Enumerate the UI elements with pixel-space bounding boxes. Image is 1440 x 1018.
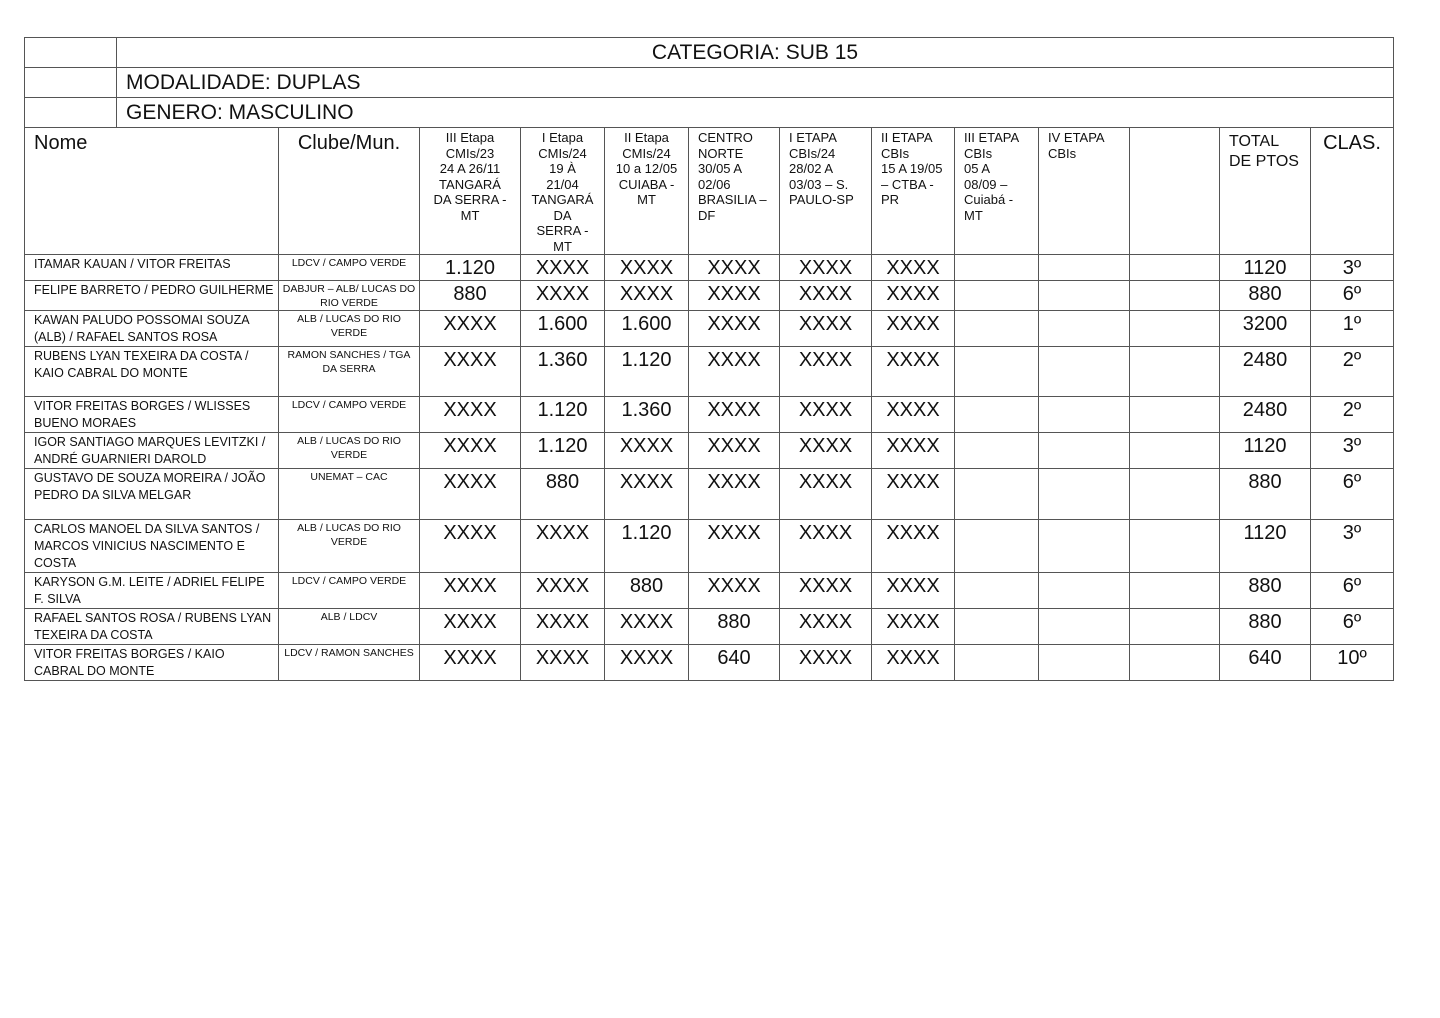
stage-6-points-cell: XXXX [872, 255, 955, 281]
table-row [25, 255, 1394, 281]
stage-5-points-cell: XXXX [780, 433, 872, 469]
column-header-stage-9 [1130, 128, 1220, 255]
stage-2-points-cell: 1.120 [521, 397, 605, 433]
stage-8-points-cell [1039, 573, 1130, 609]
stage-1-points-cell: XXXX [420, 433, 521, 469]
club-cell: LDCV / CAMPO VERDE [279, 397, 420, 433]
stage-7-points-cell [955, 433, 1039, 469]
club-cell: LDCV / CAMPO VERDE [279, 255, 420, 281]
player-names-cell: CARLOS MANOEL DA SILVA SANTOS / MARCOS VINICIUS NASCIMENTO E COSTA [25, 520, 279, 573]
stage-4-points-cell: 880 [689, 609, 780, 645]
player-names-cell: FELIPE BARRETO / PEDRO GUILHERME [25, 281, 279, 311]
column-header-stage-1: III Etapa CMIs/23 24 A 26/11 TANGARÁ DA SERRA - MT [420, 128, 521, 255]
stage-3-points-cell: 1.120 [605, 520, 689, 573]
stage-6-points-cell: XXXX [872, 469, 955, 520]
player-names-cell: ITAMAR KAUAN / VITOR FREITAS [25, 255, 279, 281]
stage-4-points-cell: XXXX [689, 255, 780, 281]
stage-6-points-cell: XXXX [872, 609, 955, 645]
stage-1-points-cell: XXXX [420, 573, 521, 609]
column-header-clube: Clube/Mun. [279, 128, 420, 255]
stage-4-points-cell: 640 [689, 645, 780, 681]
stage-8-points-cell [1039, 609, 1130, 645]
player-names-cell: VITOR FREITAS BORGES / WLISSES BUENO MORAES [25, 397, 279, 433]
classification-cell: 2º [1311, 397, 1394, 433]
stage-5-points-cell: XXXX [780, 397, 872, 433]
stage-3-points-cell: XXXX [605, 281, 689, 311]
stage-6-points-cell: XXXX [872, 311, 955, 347]
stage-2-points-cell: XXXX [521, 573, 605, 609]
stage-5-points-cell: XXXX [780, 645, 872, 681]
stage-6-points-cell: XXXX [872, 520, 955, 573]
stage-8-points-cell [1039, 347, 1130, 397]
stage-9-points-cell [1130, 311, 1220, 347]
total-points-cell: 2480 [1220, 347, 1311, 397]
stage-5-points-cell: XXXX [780, 520, 872, 573]
total-points-cell: 1120 [1220, 255, 1311, 281]
stage-5-points-cell: XXXX [780, 255, 872, 281]
classification-cell: 3º [1311, 433, 1394, 469]
stage-6-points-cell: XXXX [872, 433, 955, 469]
stage-4-points-cell: XXXX [689, 281, 780, 311]
header-corner-cell [25, 38, 117, 68]
column-header-stage-5: I ETAPA CBIs/24 28/02 A 03/03 – S. PAULO-SP [780, 128, 872, 255]
column-header-row [25, 128, 1394, 255]
table-row [25, 573, 1394, 609]
stage-8-points-cell [1039, 311, 1130, 347]
club-cell: DABJUR – ALB/ LUCAS DO RIO VERDE [279, 281, 420, 311]
total-points-cell: 3200 [1220, 311, 1311, 347]
stage-7-points-cell [955, 255, 1039, 281]
modalidade-title: MODALIDADE: DUPLAS [117, 68, 1394, 98]
stage-3-points-cell: XXXX [605, 609, 689, 645]
stage-7-points-cell [955, 609, 1039, 645]
stage-7-points-cell [955, 469, 1039, 520]
classification-cell: 10º [1311, 645, 1394, 681]
column-header-stage-6: II ETAPA CBIs 15 A 19/05 – CTBA - PR [872, 128, 955, 255]
stage-1-points-cell: XXXX [420, 645, 521, 681]
stage-4-points-cell: XXXX [689, 433, 780, 469]
table-row [25, 311, 1394, 347]
column-header-clas: CLAS. [1311, 128, 1394, 255]
club-cell: ALB / LUCAS DO RIO VERDE [279, 520, 420, 573]
stage-7-points-cell [955, 397, 1039, 433]
stage-1-points-cell: XXXX [420, 397, 521, 433]
total-points-cell: 1120 [1220, 433, 1311, 469]
stage-6-points-cell: XXXX [872, 573, 955, 609]
stage-8-points-cell [1039, 645, 1130, 681]
table-row [25, 469, 1394, 520]
total-points-cell: 640 [1220, 645, 1311, 681]
column-header-stage-7: III ETAPA CBIs 05 A 08/09 – Cuiabá - MT [955, 128, 1039, 255]
total-points-cell: 880 [1220, 573, 1311, 609]
ranking-table [24, 37, 1394, 681]
stage-4-points-cell: XXXX [689, 573, 780, 609]
stage-9-points-cell [1130, 573, 1220, 609]
header-row-categoria [25, 38, 1394, 68]
stage-2-points-cell: XXXX [521, 520, 605, 573]
stage-2-points-cell: XXXX [521, 281, 605, 311]
stage-1-points-cell: XXXX [420, 609, 521, 645]
stage-1-points-cell: 1.120 [420, 255, 521, 281]
stage-5-points-cell: XXXX [780, 609, 872, 645]
stage-8-points-cell [1039, 281, 1130, 311]
stage-7-points-cell [955, 573, 1039, 609]
classification-cell: 6º [1311, 281, 1394, 311]
stage-8-points-cell [1039, 397, 1130, 433]
stage-1-points-cell: XXXX [420, 520, 521, 573]
classification-cell: 6º [1311, 469, 1394, 520]
stage-7-points-cell [955, 311, 1039, 347]
stage-3-points-cell: XXXX [605, 433, 689, 469]
stage-1-points-cell: 880 [420, 281, 521, 311]
stage-6-points-cell: XXXX [872, 645, 955, 681]
table-row [25, 609, 1394, 645]
header-row-modalidade [25, 68, 1394, 98]
stage-5-points-cell: XXXX [780, 347, 872, 397]
stage-1-points-cell: XXXX [420, 469, 521, 520]
player-names-cell: RAFAEL SANTOS ROSA / RUBENS LYAN TEXEIRA DA COSTA [25, 609, 279, 645]
table-row [25, 645, 1394, 681]
stage-5-points-cell: XXXX [780, 573, 872, 609]
stage-3-points-cell: 1.600 [605, 311, 689, 347]
table-row [25, 520, 1394, 573]
stage-5-points-cell: XXXX [780, 281, 872, 311]
stage-9-points-cell [1130, 433, 1220, 469]
stage-8-points-cell [1039, 255, 1130, 281]
classification-cell: 2º [1311, 347, 1394, 397]
stage-7-points-cell [955, 281, 1039, 311]
stage-9-points-cell [1130, 347, 1220, 397]
player-names-cell: RUBENS LYAN TEXEIRA DA COSTA / KAIO CABRAL DO MONTE [25, 347, 279, 397]
stage-2-points-cell: XXXX [521, 645, 605, 681]
stage-6-points-cell: XXXX [872, 347, 955, 397]
stage-1-points-cell: XXXX [420, 311, 521, 347]
stage-9-points-cell [1130, 281, 1220, 311]
stage-2-points-cell: 880 [521, 469, 605, 520]
club-cell: RAMON SANCHES / TGA DA SERRA [279, 347, 420, 397]
total-points-cell: 880 [1220, 609, 1311, 645]
header-corner-cell [25, 68, 117, 98]
stage-9-points-cell [1130, 609, 1220, 645]
stage-6-points-cell: XXXX [872, 281, 955, 311]
stage-9-points-cell [1130, 469, 1220, 520]
club-cell: ALB / LUCAS DO RIO VERDE [279, 311, 420, 347]
club-cell: ALB / LDCV [279, 609, 420, 645]
stage-3-points-cell: XXXX [605, 645, 689, 681]
player-names-cell: IGOR SANTIAGO MARQUES LEVITZKI / ANDRÉ GUARNIERI DAROLD [25, 433, 279, 469]
total-points-cell: 2480 [1220, 397, 1311, 433]
stage-2-points-cell: 1.120 [521, 433, 605, 469]
stage-9-points-cell [1130, 255, 1220, 281]
classification-cell: 6º [1311, 573, 1394, 609]
player-names-cell: KARYSON G.M. LEITE / ADRIEL FELIPE F. SILVA [25, 573, 279, 609]
table-row [25, 281, 1394, 311]
genero-title: GENERO: MASCULINO [117, 98, 1394, 128]
stage-3-points-cell: XXXX [605, 469, 689, 520]
table-row [25, 433, 1394, 469]
player-names-cell: KAWAN PALUDO POSSOMAI SOUZA (ALB) / RAFAEL SANTOS ROSA [25, 311, 279, 347]
club-cell: LDCV / RAMON SANCHES [279, 645, 420, 681]
stage-5-points-cell: XXXX [780, 469, 872, 520]
stage-7-points-cell [955, 347, 1039, 397]
column-header-stage-8: IV ETAPA CBIs [1039, 128, 1130, 255]
column-header-nome: Nome [25, 128, 279, 255]
stage-9-points-cell [1130, 397, 1220, 433]
total-points-cell: 880 [1220, 469, 1311, 520]
player-names-cell: GUSTAVO DE SOUZA MOREIRA / JOÃO PEDRO DA SILVA MELGAR [25, 469, 279, 520]
stage-4-points-cell: XXXX [689, 397, 780, 433]
classification-cell: 3º [1311, 520, 1394, 573]
club-cell: LDCV / CAMPO VERDE [279, 573, 420, 609]
stage-3-points-cell: 1.360 [605, 397, 689, 433]
total-points-cell: 880 [1220, 281, 1311, 311]
column-header-stage-4: CENTRO NORTE 30/05 A 02/06 BRASILIA – DF [689, 128, 780, 255]
stage-2-points-cell: XXXX [521, 255, 605, 281]
stage-4-points-cell: XXXX [689, 347, 780, 397]
column-header-stage-2: I Etapa CMIs/24 19 À 21/04 TANGARÁ DA SERRA - MT [521, 128, 605, 255]
player-names-cell: VITOR FREITAS BORGES / KAIO CABRAL DO MONTE [25, 645, 279, 681]
categoria-title: CATEGORIA: SUB 15 [117, 38, 1394, 68]
stage-6-points-cell: XXXX [872, 397, 955, 433]
stage-5-points-cell: XXXX [780, 311, 872, 347]
total-points-cell: 1120 [1220, 520, 1311, 573]
classification-cell: 3º [1311, 255, 1394, 281]
stage-4-points-cell: XXXX [689, 311, 780, 347]
stage-3-points-cell: XXXX [605, 255, 689, 281]
stage-2-points-cell: 1.360 [521, 347, 605, 397]
stage-1-points-cell: XXXX [420, 347, 521, 397]
stage-8-points-cell [1039, 469, 1130, 520]
club-cell: ALB / LUCAS DO RIO VERDE [279, 433, 420, 469]
stage-9-points-cell [1130, 520, 1220, 573]
club-cell: UNEMAT – CAC [279, 469, 420, 520]
stage-2-points-cell: XXXX [521, 609, 605, 645]
stage-2-points-cell: 1.600 [521, 311, 605, 347]
classification-cell: 6º [1311, 609, 1394, 645]
table-row [25, 347, 1394, 397]
column-header-total: TOTAL DE PTOS [1220, 128, 1311, 255]
stage-7-points-cell [955, 520, 1039, 573]
stage-4-points-cell: XXXX [689, 520, 780, 573]
stage-7-points-cell [955, 645, 1039, 681]
stage-3-points-cell: 880 [605, 573, 689, 609]
classification-cell: 1º [1311, 311, 1394, 347]
stage-8-points-cell [1039, 520, 1130, 573]
stage-8-points-cell [1039, 433, 1130, 469]
stage-9-points-cell [1130, 645, 1220, 681]
header-corner-cell [25, 98, 117, 128]
column-header-stage-3: II Etapa CMIs/24 10 a 12/05 CUIABA - MT [605, 128, 689, 255]
stage-3-points-cell: 1.120 [605, 347, 689, 397]
table-row [25, 397, 1394, 433]
header-row-genero [25, 98, 1394, 128]
stage-4-points-cell: XXXX [689, 469, 780, 520]
